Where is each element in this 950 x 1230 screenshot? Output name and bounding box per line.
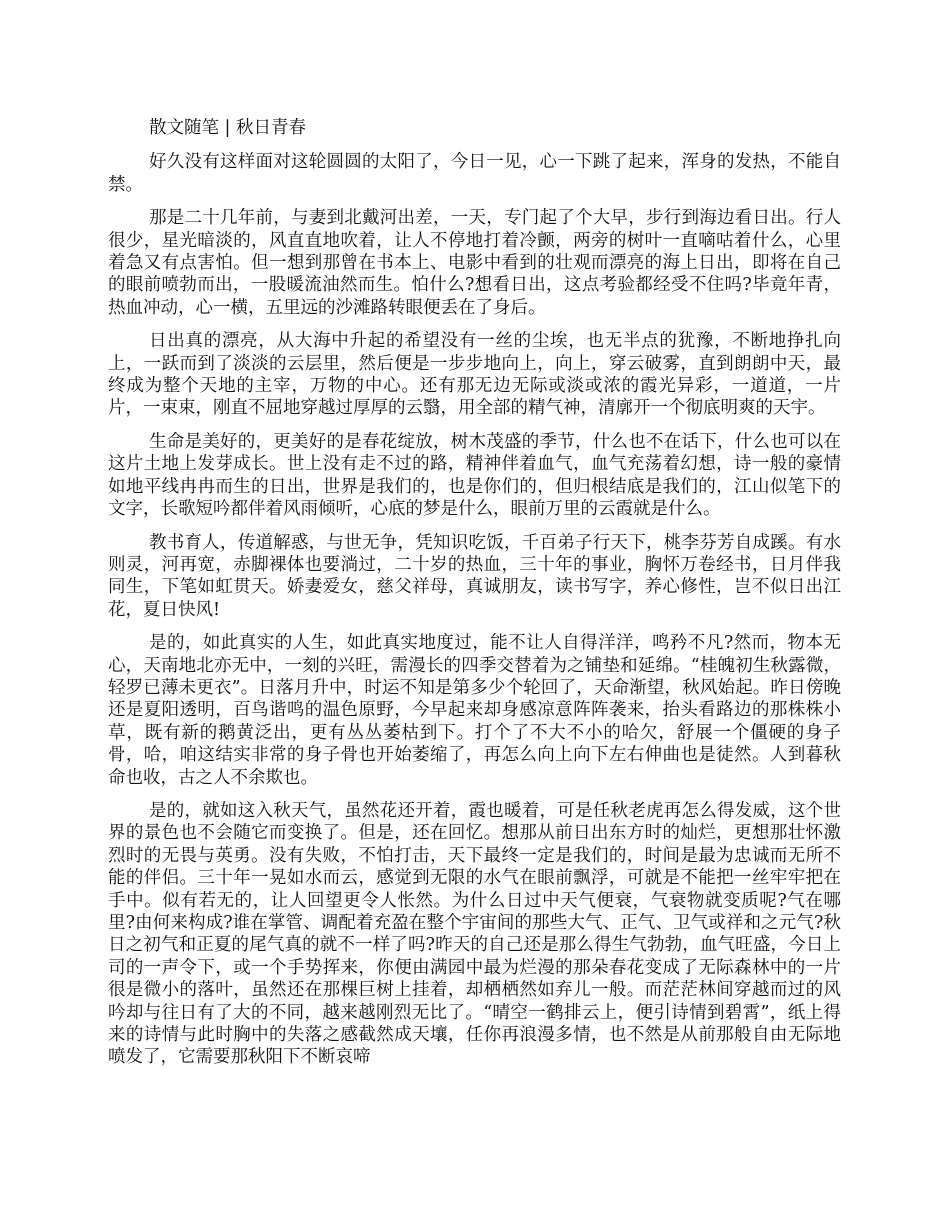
paragraph-2: 那是二十几年前，与妻到北戴河出差，一天，专门起了个大早，步行到海边看日出。行人很少，星光暗淡的，风直直地吹着，让人不停地打着冷颤，两旁的树叶一直嘀咕着什么，心里着急又有点害怕。但一想到那曾在书本上、电影中看到的壮观而漂亮的海上日出，即将在自己的眼前喷勃而出，一股暖流油然而生。怕什么?想看日出，这点考验都经受不住吗?毕竟年青，热血冲动，心一横，五里远的沙滩路转眼便丢在了身后。	[108, 208, 841, 318]
paragraph-4: 生命是美好的，更美好的是春花绽放，树木茂盛的季节，什么也不在话下，什么也可以在这片土地上发芽成长。世上没有走不过的路，精神伴着血气，血气充荡着幻想，诗一般的豪情如地平线冉冉而生的日出，世界是我们的，也是你们的，但归根结底是我们的，江山似笔下的文字，长歌短吟都伴着风雨倾听，心底的梦是什么，眼前万里的云霞就是什么。	[108, 431, 841, 520]
document-page	[108, 117, 841, 1080]
paragraph-7: 是的，就如这入秋天气，虽然花还开着，霞也暖着，可是任秋老虎再怎么得发威，这个世界的景色也不会随它而变换了。但是，还在回忆。想那从前日出东方时的灿烂，更想那壮怀激烈时的无畏与英勇。没有失败，不怕打击，天下最终一定是我们的，时间是最为忠诚而无所不能的伴侣。三十年一晃如水而云，感觉到无限的水气在眼前飘浮，可就是不能把一丝牢牢把在手中。似有若无的，让人回望更令人怅然。为什么日过中天气便衰，气衰物就变质呢?气在哪里?由何来构成?谁在掌管、调配着充盈在整个宇宙间的那些大气、正气、卫气或祥和之元气?秋日之初气和正夏的尾气真的就不一样了吗?昨天的自己还是那么得生气勃勃，血气旺盛，今日上司的一声令下，或一个手势挥来，你便由满园中最为烂漫的那朵春花变成了无际森林中的一片很是微小的落叶，虽然还在那棵巨树上挂着，却栖栖然如弃儿一般。而茫茫林间穿越而过的风吟却与往日有了大的不同，越来越刚烈无比了。“晴空一鹤排云上，便引诗情到碧霄”，纸上得来的诗情与此时胸中的失落之感截然成天壤，任你再浪漫多情，也不然是从前那般自由无际地喷发了，它需要那秋阳下不断哀啼	[108, 800, 841, 1068]
document-title: 散文随笔 | 秋日青春	[149, 118, 307, 138]
paragraph-5: 教书育人，传道解惑，与世无争，凭知识吃饭，千百弟子行天下，桃李芬芳自成蹊。有水则灵，河再宽，赤脚裸体也要淌过，二十岁的热血，三十年的事业，胸怀万卷经书，日月伴我同生，下笔如虹贯天。娇妻爱女，慈父祥母，真诚朋友，读书写字，养心修性，岂不似日出江花，夏日快风!	[108, 532, 841, 620]
paragraph-6: 是的，如此真实的人生，如此真实地度过，能不让人自得洋洋，鸣矜不凡?然而，物本无心，天南地北亦无中，一刻的兴旺，需漫长的四季交替着为之铺垫和延绵。“桂魄初生秋露微，轻罗已薄未更衣”。日落月升中，时运不知是第多少个轮回了，天命渐望，秋风始起。昨日傍晚还是夏阳透明，百鸟谐鸣的温色原野，今早起来却身感凉意阵阵袭来，抬头看路边的那株株小草，既有新的鹅黄泛出，更有丛丛萎枯到下。打个了不大不小的哈欠，舒展一个僵硬的身子骨，哈，咱这结实非常的身子骨也开始萎缩了，再怎么向上向下左右伸曲也是徒然。人到暮秋命也收，古之人不余欺也。	[108, 633, 841, 788]
paragraph-1: 好久没有这样面对这轮圆圆的太阳了，今日一见，心一下跳了起来，浑身的发热，不能自禁。	[108, 152, 841, 195]
paragraph-3: 日出真的漂亮，从大海中升起的希望没有一丝的尘埃，也无半点的犹豫，不断地挣扎向上，一跃而到了淡淡的云层里，然后便是一步步地向上，向上，穿云破雾，直到朗朗中天，最终成为整个天地的主宰，万物的中心。还有那无边无际或淡或浓的霞光异彩，一道道，一片片，一束束，刚直不屈地穿越过厚厚的云翳，用全部的精气神，清廓开一个彻底明爽的天宇。	[108, 331, 841, 419]
